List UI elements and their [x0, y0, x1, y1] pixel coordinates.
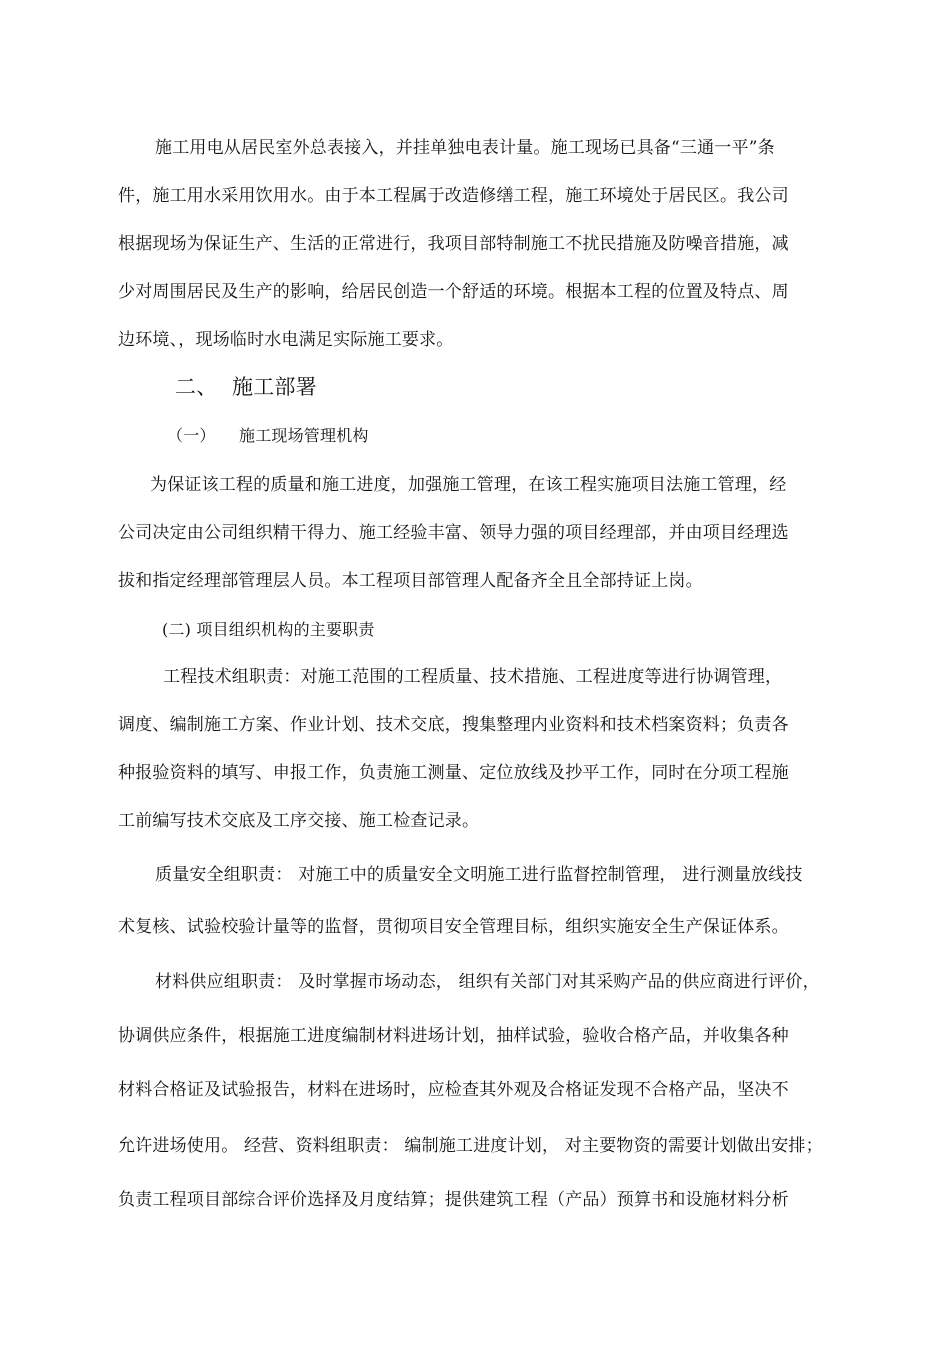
text-line: 施工用电从居民室外总表接入，并挂单独电表计量。施工现场已具备“三通一平”条	[155, 138, 775, 158]
text-line: 材料合格证及试验报告，材料在进场时，应检查其外观及合格证发现不合格产品，坚决不	[118, 1080, 789, 1100]
text-line: 少对周围居民及生产的影响，给居民创造一个舒适的环境。根据本工程的位置及特点、周	[118, 282, 789, 302]
text-line: 允许进场使用。 经营、资料组职责： 编制施工进度计划， 对主要物资的需要计划做出安排；	[118, 1136, 823, 1156]
section-number: 二、	[175, 375, 218, 399]
text-line: 根据现场为保证生产、生活的正常进行，我项目部特制施工不扰民措施及防噪音措施，减	[118, 234, 789, 254]
text-line: 调度、编制施工方案、作业计划、技术交底，搜集整理内业资料和技术档案资料；负责各	[118, 715, 789, 735]
subsection-title: 施工现场管理机构	[239, 426, 369, 445]
text-line: 质量安全组职责： 对施工中的质量安全文明施工进行监督控制管理， 进行测量放线技	[155, 865, 803, 885]
text-line: 工前编写技术交底及工序交接、施工检查记录。	[118, 811, 480, 831]
text-line: 工程技术组职责：对施工范围的工程质量、技术措施、工程进度等进行协调管理，	[163, 667, 783, 687]
text-line: 协调供应条件，根据施工进度编制材料进场计划，抽样试验，验收合格产品，并收集各种	[118, 1026, 789, 1046]
text-line: 边环境、，现场临时水电满足实际施工要求。	[118, 330, 454, 350]
subsection-number: （一）	[167, 426, 216, 445]
section-title: 施工部署	[232, 375, 317, 399]
subsection-title: (二) 项目组织机构的主要职责	[162, 620, 375, 639]
text-line: 公司决定由公司组织精干得力、施工经验丰富、领导力强的项目经理部，并由项目经理选	[118, 523, 789, 543]
text-line: 种报验资料的填写、申报工作，负责施工测量、定位放线及抄平工作，同时在分项工程施	[118, 763, 789, 783]
text-line: 为保证该工程的质量和施工进度，加强施工管理，在该工程实施项目法施工管理，经	[150, 475, 787, 495]
text-line: 负责工程项目部综合评价选择及月度结算；提供建筑工程（产品）预算书和设施材料分析	[118, 1190, 789, 1210]
text-line: 件，施工用水采用饮用水。由于本工程属于改造修缮工程，施工环境处于居民区。我公司	[118, 186, 789, 206]
text-line: 术复核、试验校验计量等的监督，贯彻项目安全管理目标，组织实施安全生产保证体系。	[118, 917, 789, 937]
text-line: 材料供应组职责： 及时掌握市场动态， 组织有关部门对其采购产品的供应商进行评价，	[155, 972, 820, 992]
text-line: 拔和指定经理部管理层人员。本工程项目部管理人配备齐全且全部持证上岗。	[118, 571, 703, 591]
